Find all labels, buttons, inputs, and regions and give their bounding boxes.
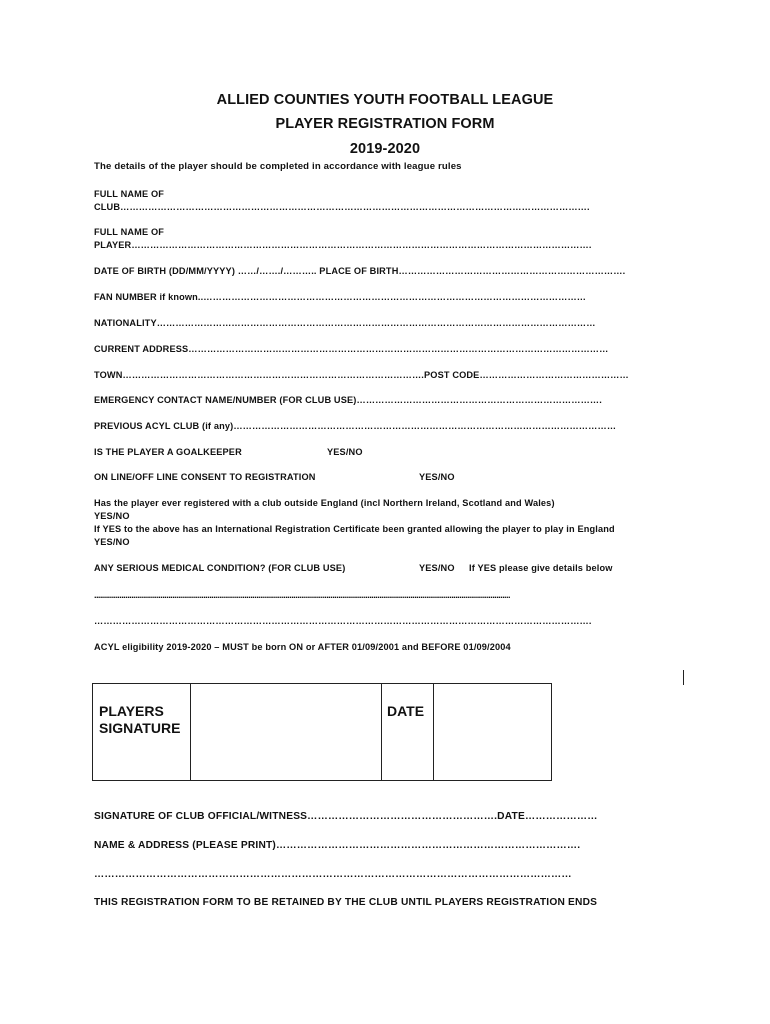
goalkeeper-option[interactable]: YES/NO	[327, 447, 363, 457]
medical-hint: If YES please give details below	[469, 563, 613, 573]
previous-club-field[interactable]: PREVIOUS ACYL CLUB (if any)……………………………………………………………………………………………………………	[94, 421, 617, 431]
town-postcode-field[interactable]: TOWN…………………………………………………………………………………….POST CODE…………………………………………	[94, 370, 629, 380]
medical-option[interactable]: YES/NO	[419, 563, 455, 573]
current-address-field[interactable]: CURRENT ADDRESS………………………………………………………………………………………………………………………	[94, 344, 609, 354]
form-title: ALLIED COUNTIES YOUTH FOOTBALL LEAGUE	[216, 92, 554, 108]
consent-label: ON LINE/OFF LINE CONSENT TO REGISTRATION	[94, 472, 316, 482]
player-label: FULL NAME OF	[94, 227, 165, 237]
signature-label: SIGNATURE	[99, 720, 181, 736]
date-box[interactable]	[434, 684, 552, 781]
intro-text: The details of the player should be completed in accordance with league rules	[94, 161, 462, 172]
club-label: FULL NAME OF	[94, 189, 165, 199]
date-label: DATE	[387, 703, 425, 719]
outside-england-option[interactable]: YES/NO	[94, 511, 130, 521]
medical-label: ANY SERIOUS MEDICAL CONDITION? (FOR CLUB USE)	[94, 563, 346, 573]
name-address-continuation-field[interactable]: …………………………………………………………………………………………………………………………	[94, 869, 572, 880]
consent-option[interactable]: YES/NO	[419, 472, 455, 482]
players-label: PLAYERS	[99, 703, 164, 719]
form-season: 2019-2020	[349, 141, 421, 157]
itc-question: If YES to the above has an International Registration Certificate been granted allowing the player to play in England	[94, 524, 615, 534]
players-signature-label-cell	[93, 684, 191, 781]
text-cursor	[683, 670, 684, 685]
retention-note: THIS REGISTRATION FORM TO BE RETAINED BY THE CLUB UNTIL PLAYERS REGISTRATION ENDS	[94, 897, 598, 908]
players-signature-box[interactable]	[191, 684, 382, 781]
medical-details-line-2[interactable]: …………………………………………………………………………………………………………………………………………….	[94, 616, 592, 626]
goalkeeper-label: IS THE PLAYER A GOALKEEPER	[94, 447, 242, 457]
eligibility-note: ACYL eligibility 2019-2020 – MUST be born ON or AFTER 01/09/2001 and BEFORE 01/09/2004	[94, 642, 511, 652]
form-subtitle: PLAYER REGISTRATION FORM	[275, 116, 495, 132]
emergency-contact-field[interactable]: EMERGENCY CONTACT NAME/NUMBER (FOR CLUB USE)…………………………………………………………………….	[94, 395, 602, 405]
itc-option[interactable]: YES/NO	[94, 537, 130, 547]
nationality-field[interactable]: NATIONALITY……………………………………………………………………………………………………………………………	[94, 318, 596, 328]
club-official-signature-field[interactable]: SIGNATURE OF CLUB OFFICIAL/WITNESS……………………………………………….DATE…………………	[94, 811, 598, 822]
name-address-field[interactable]: NAME & ADDRESS (PLEASE PRINT)…………………………………………………………………………….	[94, 840, 581, 851]
outside-england-question: Has the player ever registered with a club outside England (incl Northern Ireland, Scotland and Wales)	[94, 498, 555, 508]
player-name-field[interactable]: PLAYER………………………………………………………………………………………………………………………………….	[94, 240, 592, 250]
date-of-birth-field[interactable]: DATE OF BIRTH (DD/MM/YYYY) ……/……./……….. PLACE OF BIRTH……………………………………………………………….	[94, 266, 626, 276]
medical-details-line-1[interactable]: .....................................................................................................................................................................................................................	[94, 590, 510, 600]
club-name-field[interactable]: CLUB…………………………………………………………………………………………………………………………………….	[94, 202, 590, 212]
signature-table	[92, 683, 552, 781]
date-label-cell	[382, 684, 434, 781]
fan-number-field[interactable]: FAN NUMBER if known..……………………………………………………………………………………………………………	[94, 292, 587, 302]
